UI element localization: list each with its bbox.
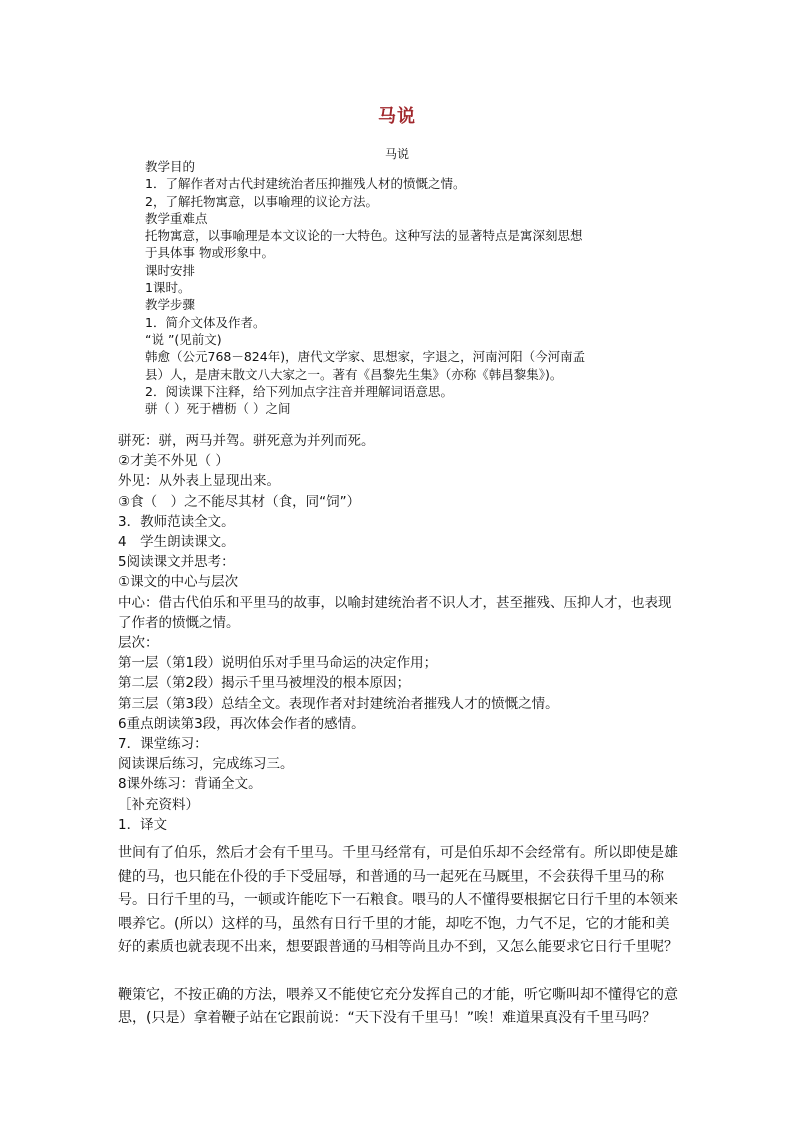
text-line: 3．教师范读全文。 bbox=[118, 513, 235, 530]
text-line: 5阅读课文并思考： bbox=[118, 554, 235, 571]
text-line: 于具体事 物或形象中。 bbox=[145, 245, 274, 261]
text-line: 1．译文 bbox=[118, 816, 168, 833]
translation-paragraph: 鞭策它，不按正确的方法，喂养又不能使它充分发挥自己的才能，听它嘶叫却不懂得它的意思，(只是）拿着鞭子站在它跟前说：“天下没有千里马！”唉！难道果真没有千里马吗？ bbox=[118, 986, 678, 1026]
text-line: ［补充资料） bbox=[118, 796, 199, 813]
text-line: 第一层（第1段）说明伯乐对手里马命运的决定作用； bbox=[118, 655, 438, 672]
section-heading-steps: 教学步骤 bbox=[145, 297, 196, 313]
text-paragraph: 中心：借古代伯乐和平里马的故事，以喻封建统治者不识人才，甚至摧残、压抑人才，也表现了作者的愤慨之情。 bbox=[118, 594, 672, 631]
text-line: “说 ”(见前文) bbox=[145, 331, 222, 347]
lesson-steps-section bbox=[118, 431, 678, 835]
text-line: 2，了解托物寓意，以事喻理的议论方法。 bbox=[145, 193, 378, 209]
text-line: 骈死：骈，两马并驾。骈死意为并列而死。 bbox=[118, 433, 375, 449]
text-line: 托物寓意，以事喻理是本文议论的一大特色。这种写法的显著特点是寓深刻思想 bbox=[145, 228, 583, 244]
text-line: 8课外练习：背诵全文。 bbox=[118, 776, 262, 793]
translation-section bbox=[118, 842, 680, 1031]
section-heading-schedule: 课时安排 bbox=[145, 262, 196, 278]
text-line: 骈（ ）死于槽枥（ ）之间 bbox=[145, 401, 291, 417]
text-line: 第二层（第2段）揭示千里马被埋没的根本原因； bbox=[118, 675, 411, 692]
text-line: 2．阅读课下注释，给下列加点字注音并理解词语意思。 bbox=[145, 383, 453, 399]
lesson-plan-section bbox=[145, 158, 645, 417]
text-line: 韩愈（公元768－824年)，唐代文学家、思想家，字退之，河南河阳（今河南孟 bbox=[145, 349, 586, 365]
text-line: ③食（ ）之不能尽其材（食，同“饲”） bbox=[118, 493, 361, 510]
text-line: 县）人，是唐末散文八大家之一。著有《昌黎先生集》（亦称《韩昌黎集》)。 bbox=[145, 366, 563, 382]
text-line: 6重点朗读第3段，再次体会作者的感情。 bbox=[118, 715, 365, 732]
text-line: 第三层（第3段）总结全文。表现作者对封建统治者摧残人才的愤慨之情。 bbox=[118, 695, 559, 712]
text-line: 外见：从外表上显现出来。 bbox=[118, 473, 280, 490]
text-line: 1．简介文体及作者。 bbox=[145, 314, 266, 330]
document-title: 马说 bbox=[378, 106, 416, 127]
text-line: 1．了解作者对古代封建统治者压抑摧残人材的愤慨之情。 bbox=[145, 176, 466, 192]
document-subtitle: 马说 bbox=[384, 147, 409, 161]
text-line: 1课时。 bbox=[145, 280, 191, 296]
paragraph-gap bbox=[118, 960, 680, 984]
section-heading-key-points: 教学重难点 bbox=[145, 210, 208, 226]
text-line: ①课文的中心与层次 bbox=[118, 574, 239, 591]
text-line: 4 学生朗读课文。 bbox=[118, 534, 235, 551]
translation-paragraph: 世间有了伯乐，然后才会有千里马。千里马经常有，可是伯乐却不会经常有。所以即使是雄健的马，也只能在仆役的手下受屈辱，和普通的马一起死在马厩里，不会获得千里马的称号。日行千里的马，一顿或许能吃下一石粮食。喂马的人不懂得要根据它日行千里的本领来喂养它。(所以）这样的马，虽然有日行千里的才能，却吃不饱，力气不足，它的才能和美好的素质也就表现不出来，想要跟普通的马相等尚且办不到，又怎么能要求它日行千里呢？ bbox=[118, 845, 678, 955]
text-line: 阅读课后练习，完成练习三。 bbox=[118, 756, 294, 773]
text-line: ②才美不外见（ ） bbox=[118, 453, 229, 470]
text-line: 7．课堂练习： bbox=[118, 736, 208, 753]
section-heading-objectives: 教学目的 bbox=[145, 159, 196, 174]
text-line: 层次： bbox=[118, 635, 159, 652]
